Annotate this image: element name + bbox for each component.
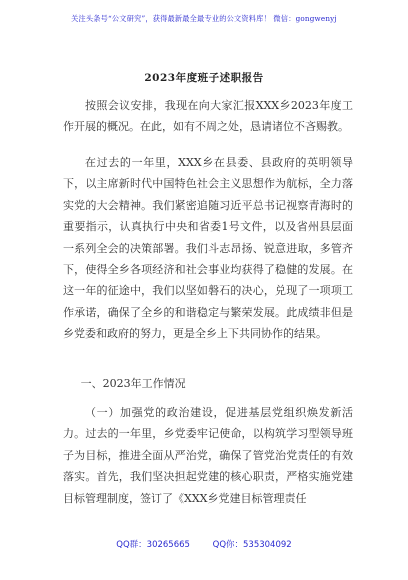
document-title: 2023年度班子述职报告 (144, 72, 264, 84)
subsection-paragraph: （一）加强党的政治建设，促进基层党组织焕发新活力。过去的一年里，乡党委牢记使命，以构筑学习型领导班子为目标，推进全面从严治党，确保了管党治党责任的有效落实。首先，我们坚决担起党建的核心职责，严格实施党建目标管理制度，签订了《XXX乡党建目标管理责任 (63, 406, 353, 505)
section-heading: 一、2023年工作情况 (80, 377, 186, 390)
contact-footer (0, 538, 408, 550)
intro-paragraph: 按照会议安排，我现在向大家汇报XXX乡2023年度工作开展的概况。在此，如有不周之处，恳请诸位不吝赐教。 (63, 99, 353, 134)
promo-banner: 关注头条号“公文研究”，获得最新最全最专业的公文资料库！ 微信：gongwenyj (71, 14, 337, 23)
overview-paragraph: 在过去的一年里，XXX乡在县委、县政府的英明领导下，以主席新时代中国特色社会主义思想作为航标，全力落实党的大会精神。我们紧密追随习近平总书记视察青海时的重要指示，认真执行中央和省委1号文件，以及省州县层面一系列全会的决策部署。我们斗志昂扬、锐意进取，多管齐下，使得全乡各项经济和社会事业均获得了稳健的发展。在这一年的征途中，我们以坚如磐石的决心，兑现了一项项工作承诺，确保了全乡的和谐稳定与繁荣发展。此成绩非但是乡党委和政府的努力，更是全乡上下共同协作的结果。 (63, 156, 353, 341)
qq-contact-number: QQ你：535304092 (212, 540, 292, 550)
qq-group-number: QQ群：30265665 (116, 540, 190, 550)
